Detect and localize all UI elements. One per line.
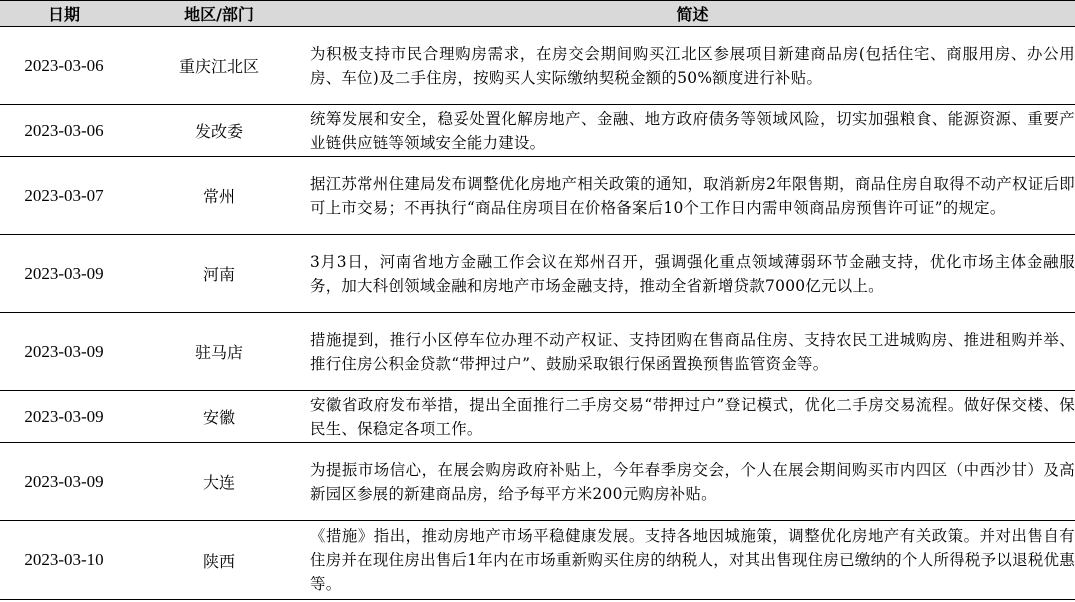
header-row xyxy=(0,1,1075,27)
table-body xyxy=(0,27,1075,600)
table-row xyxy=(0,443,1075,521)
table-row xyxy=(0,391,1075,443)
row-date: 2023-03-07 xyxy=(0,157,128,235)
table-row xyxy=(0,235,1075,313)
row-region: 安徽 xyxy=(128,391,310,443)
row-date: 2023-03-06 xyxy=(0,105,128,157)
row-description: 据江苏常州住建局发布调整优化房地产相关政策的通知，取消新房2年限售期，商品住房自取得不动产权证后即可上市交易；不再执行“商品住房项目在价格备案后10个工作日内需申领商品房预售许可证”的规定。 xyxy=(310,157,1075,235)
row-region: 陕西 xyxy=(128,521,310,600)
row-region: 河南 xyxy=(128,235,310,313)
row-description: 3月3日，河南省地方金融工作会议在郑州召开，强调强化重点领域薄弱环节金融支持，优化市场主体金融服务，加大科创领域金融和房地产市场金融支持，推动全省新增贷款7000亿元以上。 xyxy=(310,235,1075,313)
table-row xyxy=(0,521,1075,600)
row-date: 2023-03-09 xyxy=(0,235,128,313)
header-description: 简述 xyxy=(310,1,1075,27)
row-date: 2023-03-10 xyxy=(0,521,128,600)
row-date: 2023-03-09 xyxy=(0,313,128,391)
row-description: 统筹发展和安全，稳妥处置化解房地产、金融、地方政府债务等领域风险，切实加强粮食、能源资源、重要产业链供应链等领域安全能力建设。 xyxy=(310,105,1075,157)
row-region: 重庆江北区 xyxy=(128,27,310,105)
row-region: 大连 xyxy=(128,443,310,521)
row-description: 措施提到，推行小区停车位办理不动产权证、支持团购在售商品住房、支持农民工进城购房、推进租购并举、推行住房公积金贷款“带押过户”、鼓励采取银行保函置换预售监管资金等。 xyxy=(310,313,1075,391)
table-row xyxy=(0,27,1075,105)
header-date: 日期 xyxy=(0,1,128,27)
row-description: 为提振市场信心，在展会购房政府补贴上，今年春季房交会，个人在展会期间购买市内四区（中西沙甘）及高新园区参展的新建商品房，给予每平方米200元购房补贴。 xyxy=(310,443,1075,521)
row-description: 《措施》指出，推动房地产市场平稳健康发展。支持各地因城施策，调整优化房地产有关政策。并对出售自有住房并在现住房出售后1年内在市场重新购买住房的纳税人，对其出售现住房已缴纳的个人所得税予以退税优惠等。 xyxy=(310,521,1075,600)
row-date: 2023-03-09 xyxy=(0,391,128,443)
row-description: 安徽省政府发布举措，提出全面推行二手房交易“带押过户”登记模式，优化二手房交易流程。做好保交楼、保民生、保稳定各项工作。 xyxy=(310,391,1075,443)
row-description: 为积极支持市民合理购房需求，在房交会期间购买江北区参展项目新建商品房(包括住宅、商服用房、办公用房、车位)及二手住房，按购买人实际缴纳契税金额的50%额度进行补贴。 xyxy=(310,27,1075,105)
row-date: 2023-03-06 xyxy=(0,27,128,105)
table-header xyxy=(0,1,1075,27)
table-row xyxy=(0,313,1075,391)
header-region: 地区/部门 xyxy=(128,1,310,27)
row-region: 发改委 xyxy=(128,105,310,157)
row-region: 常州 xyxy=(128,157,310,235)
row-region: 驻马店 xyxy=(128,313,310,391)
table-row xyxy=(0,157,1075,235)
table-row xyxy=(0,105,1075,157)
row-date: 2023-03-09 xyxy=(0,443,128,521)
